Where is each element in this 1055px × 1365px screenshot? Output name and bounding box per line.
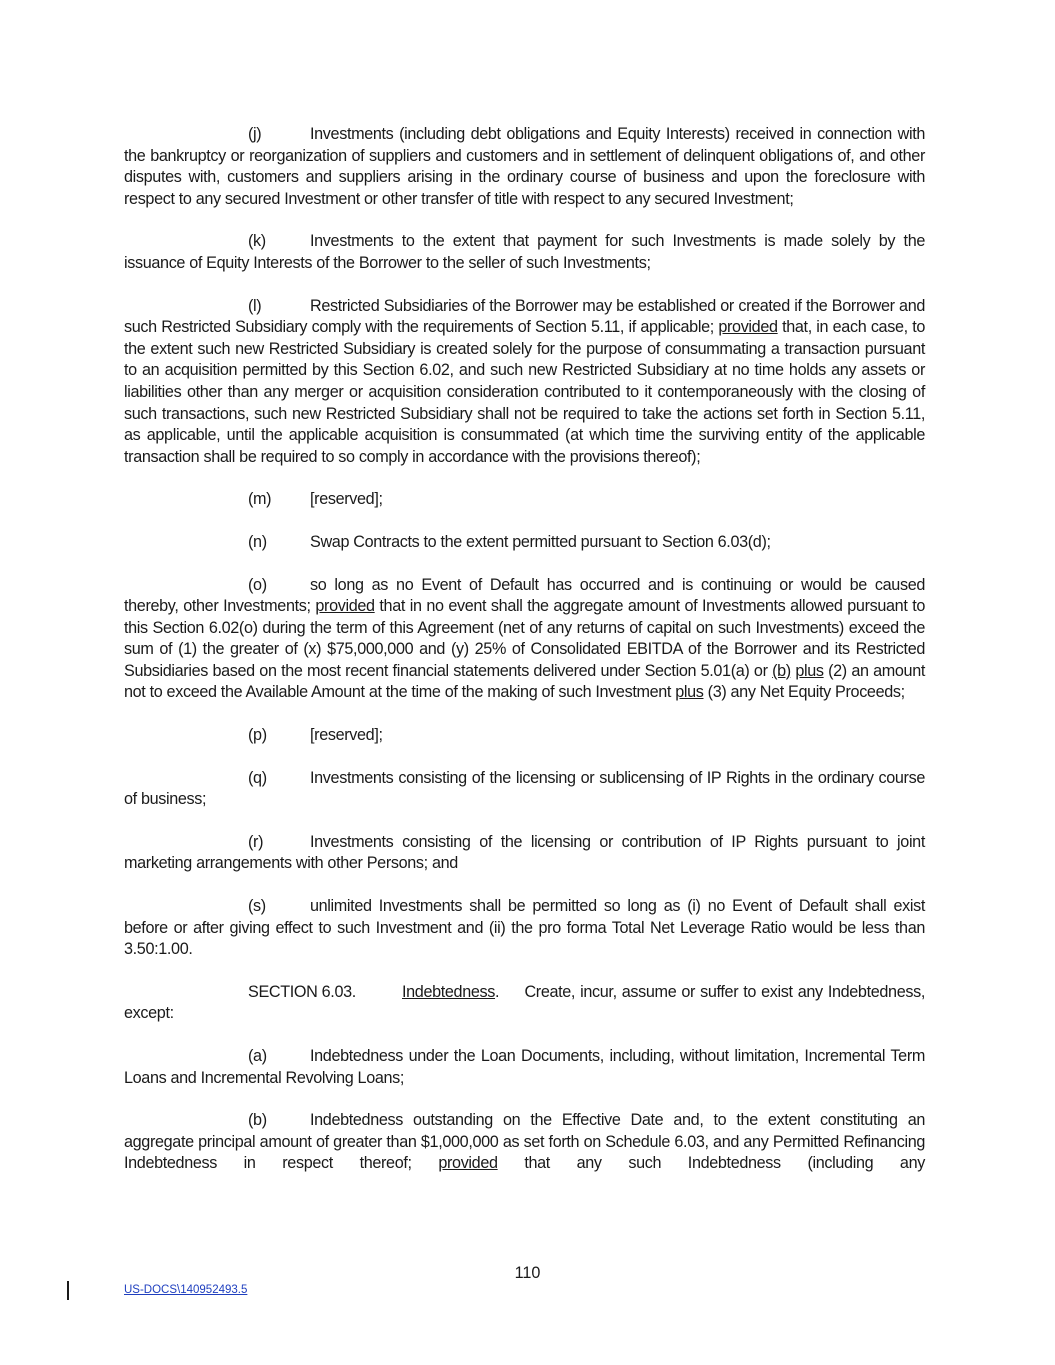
clause-label: (n) [248,532,267,551]
clause-text: Investments to the extent that payment for such Investments is made solely by the issuance of Equity Interests of the Borrower to the seller of such Investments; [124,232,925,272]
plus-term: plus [795,661,824,680]
provided-term: provided [438,1154,498,1173]
clause-m [124,489,925,511]
clause-s [124,896,925,961]
document-id: US-DOCS\140952493.5 [124,1284,248,1296]
clause-k [124,231,925,274]
clause-text: (3) any Net Equity Proceeds; [703,683,905,702]
provided-term: provided [718,318,778,337]
clause-text: Indebtedness outstanding on the Effective Date and, to the extent constituting an aggregate principal amount of greater than $1,000,000 as set forth on Schedule 6.03, and any Permitted Refinancing Indebtedness in respect thereof; [124,1111,925,1173]
clause-label: (s) [248,897,266,916]
clause-text: [reserved]; [310,490,383,509]
clause-label: (l) [248,296,262,315]
clause-text: Investments (including debt obligations and Equity Interests) received in connection with the bankruptcy or reorganization of suppliers and customers and in settlement of delinquent obligations of, and other disputes with, customers and suppliers arising in the ordinary course of business and upon the foreclosure with respect to any secured Investment or other transfer of title with respect to any secured Investment; [124,125,925,208]
clause-text: so long as no Event of Default has occurred and is continuing or would be caused thereby, other Investments; [124,575,925,616]
clause-j [124,124,925,210]
clause-text: [reserved]; [310,726,383,745]
clause-text: (2) an amount not to exceed the Available Amount at the time of the making of such Investment [124,661,926,702]
clause-text: that, in each case, to the extent such new Restricted Subsidiary is created solely for the purpose of consummating a transaction pursuant to an acquisition permitted by this Section 6.02, and such new Restricted Subsidiary at no time holds any assets or liabilities other than any merger or acquisition consideration contributed to it contemporaneously with the closing of such transactions, such new Restricted Subsidiary shall not be required to take the actions set forth in Section 5.11, as applicable, until the applicable acquisition is consummated (at which time the surviving entity of the applicable transaction shall be required to so comply in accordance with the provisions thereof); [124,318,926,466]
section-heading-period: . [495,982,500,1001]
clause-n [124,532,925,554]
clause-r [124,832,925,875]
clause-text: Restricted Subsidiaries of the Borrower may be established or created if the Borrower and such Restricted Subsidiary comply with the requirements of Section 5.11, if applicable; [124,296,925,337]
clause-label: (o) [248,575,267,594]
section-text: Create, incur, assume or suffer to exist any Indebtedness, except: [124,982,925,1023]
clause-l [124,296,925,469]
clause-b [124,1110,925,1175]
document-body [124,124,925,1196]
section-label: SECTION 6.03. [248,982,356,1001]
clause-text: unlimited Investments shall be permitted so long as (i) no Event of Default shall exist before or after giving effect to such Investment and (ii) the pro forma Total Net Leverage Ratio would be less than 3.50:1.00. [124,897,925,959]
clause-text: Swap Contracts to the extent permitted pursuant to Section 6.03(d); [310,532,771,551]
clause-label: (q) [248,768,267,787]
clause-label: (k) [248,232,266,251]
clause-text: that any such Indebtedness (including any [497,1154,925,1173]
clause-text: Investments consisting of the licensing or contribution of IP Rights pursuant to joint marketing arrangements with other Persons; and [124,832,925,873]
plus-term: plus [675,683,704,702]
clause-text: Investments consisting of the licensing or sublicensing of IP Rights in the ordinary course of business; [124,768,925,809]
clause-label: (j) [248,125,262,143]
clause-p [124,725,925,747]
clause-text: Indebtedness under the Loan Documents, including, without limitation, Incremental Term Loans and Incremental Revolving Loans; [124,1047,925,1087]
section-heading: Indebtedness [402,982,496,1001]
clause-label: (b) [248,1111,267,1130]
clause-label: (m) [248,490,272,509]
section-reference: (b) [772,661,791,680]
clause-a [124,1046,925,1089]
clause-label: (r) [248,832,264,851]
clause-o [124,575,925,705]
page-number: 110 [514,1264,541,1282]
section-6-03 [124,982,925,1025]
clause-label: (p) [248,726,267,745]
clause-text: that in no event shall the aggregate amount of Investments allowed pursuant to this Section 6.02(o) during the term of this Agreement (net of any returns of capital on such Investments) exceed the sum of (1) the greater of (x) $75,000,000 and (y) 25% of Consolidated EBITDA of the Borrower and its Restricted Subsidiaries based on the most recent financial statements delivered under Section 5.01(a) or [124,597,925,680]
provided-term: provided [315,597,375,616]
clause-label: (a) [248,1047,267,1065]
change-bar [67,1281,69,1300]
clause-q [124,768,925,811]
